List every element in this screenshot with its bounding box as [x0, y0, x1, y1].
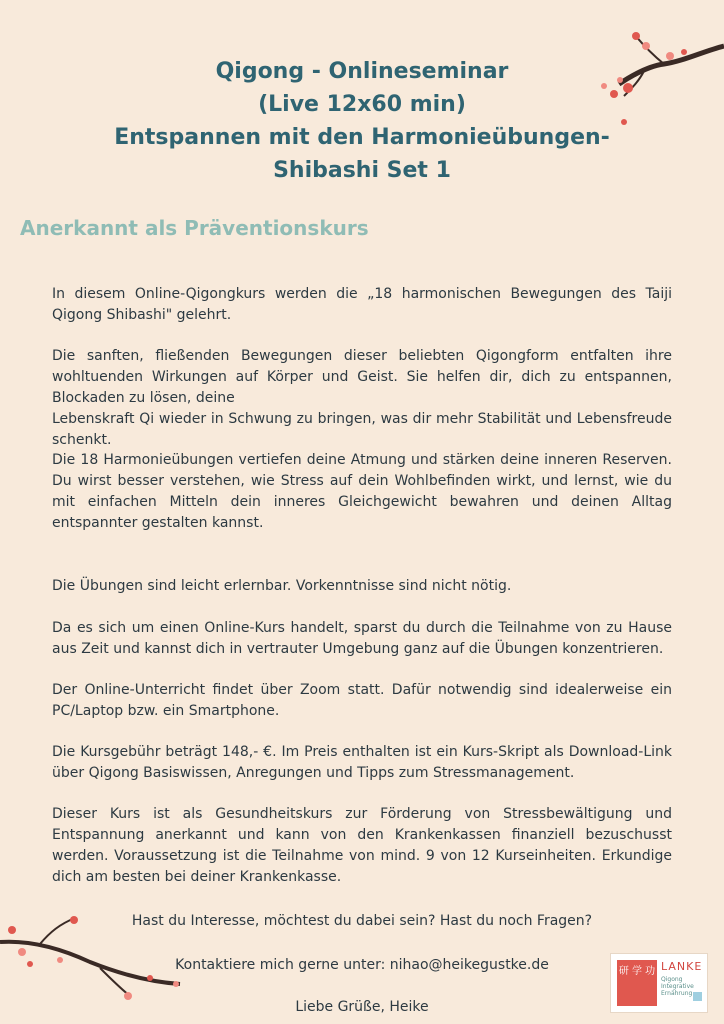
subtitle: Anerkannt als Präventionskurs	[20, 216, 369, 240]
paragraph-zoom: Der Online-Unterricht findet über Zoom statt. Dafür notwendig sind idealerweise ein PC/Laptop bzw. ein Smartphone.	[52, 682, 672, 719]
paragraph-breathing: Die 18 Harmonieübungen vertiefen deine Atmung und stärken deine inneren Reserven. Du wirst besser verstehen, wie Stress auf dein Wohlbefinden wirkt, und lernst, wie du mit einfachen Mitteln dein inneres Gleichgewicht bewahren und deinen Alltag entspannter gestalten kannst.	[52, 452, 672, 531]
paragraph-health-insurance: Dieser Kurs ist als Gesundheitskurs zur Förderung von Stressbewältigung und Entspannung anerkannt und kann von den Krankenkassen finanziell bezuschusst werden. Voraussetzung ist die Teilnahme von mind. 9 von 12 Kurseinheiten. Erkundige dich am besten bei deiner Krankenkasse.	[52, 806, 672, 885]
logo-name: LANKE	[661, 960, 703, 973]
logo-mark: 研 学 功	[617, 960, 657, 1006]
paragraph-effects	[52, 346, 672, 451]
lanke-logo	[610, 953, 708, 1013]
title-line-2: (Live 12x60 min)	[258, 92, 466, 117]
contact-text: Kontaktiere mich gerne unter: nihao@heikegustke.de	[175, 957, 549, 973]
page-title	[60, 55, 664, 187]
greeting-text: Liebe Grüße, Heike	[295, 999, 429, 1015]
title-line-1: Qigong - Onlineseminar	[215, 59, 509, 84]
paragraph-effects-a: Die sanften, fließenden Bewegungen dieser beliebten Qigongform entfalten ihre wohltuenden Wirkungen auf Körper und Geist. Sie helfen dir, dich zu entspannen, Blockaden zu lösen, deine	[52, 348, 672, 406]
question-text: Hast du Interesse, möchtest du dabei sein? Hast du noch Fragen?	[131, 913, 593, 929]
logo-square	[693, 992, 702, 1001]
title-line-3: Entspannen mit den Harmonieübungen-	[114, 125, 610, 150]
paragraph-online: Da es sich um einen Online-Kurs handelt, sparst du durch die Teilnahme von zu Hause aus Zeit und kannst dich in vertrauter Umgebung ganz auf die Übungen konzentrieren.	[52, 620, 672, 657]
logo-subtitle: Qigong Integrative Ernährung	[661, 976, 694, 997]
paragraph-effects-b: Lebenskraft Qi wieder in Schwung zu bringen, was dir mehr Stabilität und Lebensfreude schenkt.	[52, 411, 672, 448]
paragraph-fee: Die Kursgebühr beträgt 148,- €. Im Preis enthalten ist ein Kurs-Skript als Download-Link über Qigong Basiswissen, Anregungen und Tipps zum Stressmanagement.	[52, 744, 672, 781]
title-line-4: Shibashi Set 1	[273, 158, 451, 183]
paragraph-easy: Die Übungen sind leicht erlernbar. Vorkenntnisse sind nicht nötig.	[52, 578, 512, 594]
paragraph-intro: In diesem Online-Qigongkurs werden die „18 harmonischen Bewegungen des Taiji Qigong Shibashi" gelehrt.	[52, 286, 672, 323]
